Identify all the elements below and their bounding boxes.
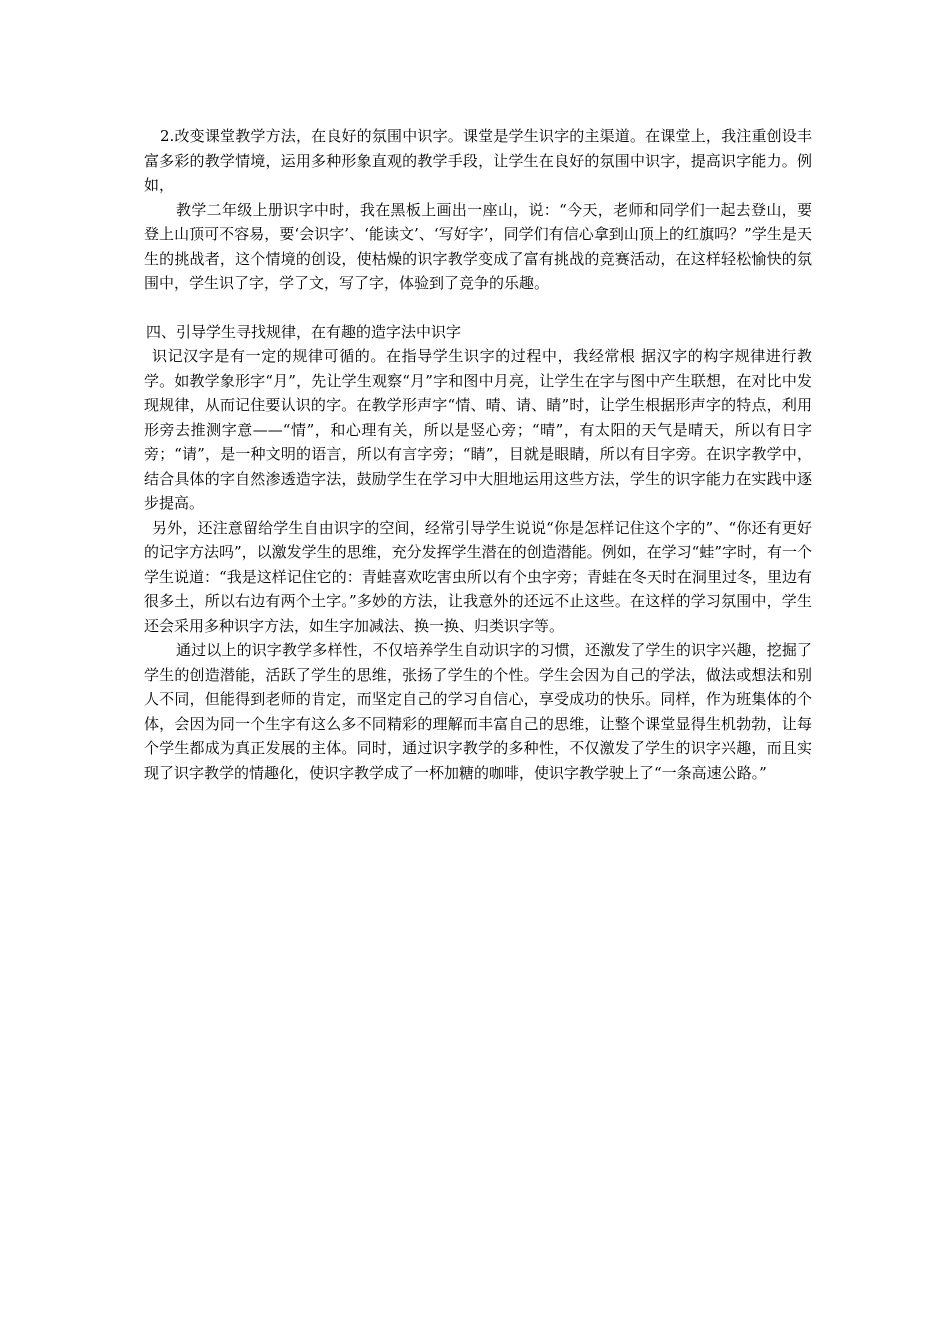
section-heading-four: 四、引导学生寻找规律，在有趣的造字法中识字: [146, 322, 462, 341]
paragraph-teaching-method: 2.改变课堂教学方法，在良好的氛围中识字。课堂是学生识字的主渠道。在课堂上，我注重创设丰富多彩的教学情境，运用多种形象直观的教学手段，让学生在良好的氛围中识字，提高识字能力。例如，: [144, 127, 812, 194]
paragraph-mountain-example: 教学二年级上册识字中时，我在黑板上画出一座山，说：“今天，老师和同学们一起去登山，要登上山顶可不容易，要‘会识字’、‘能读文’、‘写好字’，同学们有信心拿到山顶上的红旗吗？”学生是天生的挑战者，这个情境的创设，使枯燥的识字教学变成了富有挑战的竞赛活动，在这样轻松愉快的氛围中，学生识了字，学了文，写了字，体验到了竞争的乐趣。: [144, 200, 812, 292]
paragraph-free-learning: 另外，还注意留给学生自由识字的空间，经常引导学生说说“你是怎样记住这个字的”、“你还有更好的记字方法吗”，以激发学生的思维，充分发挥学生潜在的创造潜能。例如，在学习“蛙”字时，有一个学生说道：“我是这样记住它的：青蛙喜欢吃害虫所以有个虫字旁；青蛙在冬天时在洞里过冬，里边有很多土，所以右边有两个土字。”多妙的方法，让我意外的还远不止这些。在这样的学习氛围中，学生还会采用多种识字方法，如生字加减法、换一换、归类识字等。: [144, 518, 813, 635]
paragraph-conclusion: 通过以上的识字教学多样性，不仅培养学生自动识字的习惯，还激发了学生的识字兴趣，挖掘了学生的创造潜能，活跃了学生的思维，张扬了学生的个性。学生会因为自己的学法，做法或想法和别人不同，但能得到老师的肯定，而坚定自己的学习自信心，享受成功的快乐。同样，作为班集体的个体，会因为同一个生字有这么多不同精彩的理解而丰富自己的思维，让整个课堂显得生机勃勃，让每个学生都成为真正发展的主体。同时，通过识字教学的多种性，不仅激发了学生的识字兴趣，而且实现了识字教学的情趣化，使识字教学成了一杯加糖的咖啡，使识字教学驶上了“一条高速公路。”: [144, 641, 812, 782]
document-page: [144, 124, 812, 785]
paragraph-character-rules: 识记汉字是有一定的规律可循的。在指导学生识字的过程中，我经常根 据汉字的构字规律进行教学。如教学象形字“月”，先让学生观察“月”字和图中月亮，让学生在字与图中产生联想，在对比中发现规律，从而记住要认识的字。在教学形声字“情、晴、请、睛”时，让学生根据形声字的特点，利用形旁去推测字意——“情”，和心理有关，所以是竖心旁；“晴”，有太阳的天气是晴天，所以有日字旁；“请”，是一种文明的语言，所以有言字旁；“睛”，目就是眼睛，所以有目字旁。在识字教学中，结合具体的字自然渗透造字法，鼓励学生在学习中大胆地运用这些方法，学生的识字能力在实践中逐步提高。: [144, 347, 812, 512]
